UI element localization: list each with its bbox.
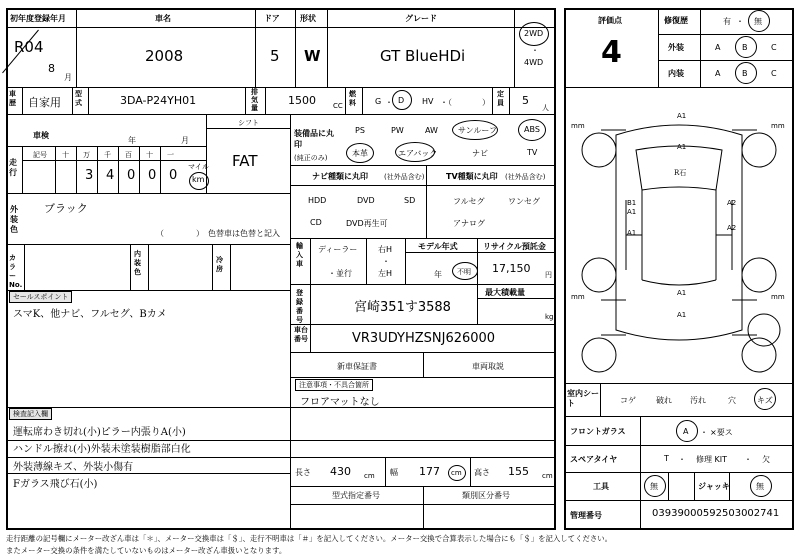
tv-analog: アナログ [453, 219, 485, 228]
tv-oneseg: ワンセグ [508, 197, 540, 206]
length-label: 長さ [295, 468, 311, 477]
recycle-unit: 円 [545, 271, 552, 279]
mile-unit-label: マイル [188, 163, 209, 171]
car-name-label: 車名 [155, 14, 171, 23]
diagram-mark-front: A1 [677, 112, 687, 120]
colorno-label: カラーNo. [9, 254, 23, 289]
height: 155 [508, 465, 529, 478]
seat-hole: 穴 [728, 396, 736, 405]
tv-type-label: TV種類に丸印 [446, 172, 498, 181]
owner-manual: 車両取説 [472, 362, 504, 371]
color-paren: （ ） [156, 229, 204, 238]
capacity: 5 [522, 94, 529, 107]
inspection-year: 年 [128, 136, 136, 145]
max-load-label: 最大積載量 [485, 288, 525, 297]
reg-month: 8 [48, 62, 55, 75]
ext-grade-b: B [742, 43, 748, 52]
notes-label: 注意事項・不具合箇所 [295, 379, 373, 391]
seat-burn: コゲ [620, 396, 636, 405]
import-dot: ・ [382, 257, 390, 266]
diagram-mark-rear: A1 [677, 311, 687, 319]
mileage-digit-label: 千 [104, 151, 111, 159]
mileage-digit-label: 一 [167, 151, 174, 159]
equip-ps: PS [355, 126, 365, 135]
sales-points-label: セールスポイント [9, 291, 72, 303]
check-line-4: Fガラス飛び石(小) [13, 479, 98, 490]
fuel-other: ・（ [440, 98, 452, 107]
mm-mark-4: mm [771, 293, 785, 301]
model-year-unit: 年 [434, 270, 442, 279]
car-condition-diagram [566, 90, 792, 375]
drive-4wd: 4WD [524, 58, 544, 67]
color-note: 色替車は色替と記入 [208, 229, 280, 238]
mileage-mark-label: 記号 [33, 151, 47, 159]
spare-tire-label: スペアタイヤ [570, 455, 618, 464]
mgmt-number: 03939000592503002741 [652, 508, 780, 519]
windshield-label: フロントガラス [570, 427, 626, 436]
import-dealer: ディーラー [318, 245, 358, 254]
displacement-unit: CC [333, 102, 343, 110]
windshield-dot: ・ [700, 428, 708, 437]
repair-history-label: 修復歴 [664, 16, 688, 25]
footer-line-2: またメーター交換の条件を満たしていないものはメーター改ざん車扱いとなります。 [6, 546, 287, 555]
interior-label: 内装 [668, 69, 684, 78]
month-unit: 月 [64, 73, 72, 82]
navi-hdd: HDD [308, 196, 327, 205]
spare-t: T [664, 454, 669, 463]
vin: VR3UDYHZSNJ626000 [352, 331, 496, 346]
usage: 自家用 [28, 96, 61, 109]
seat-scratch: キズ [757, 396, 773, 405]
notes-value: フロアマットなし [300, 397, 380, 408]
seat-stain: 汚れ [690, 396, 706, 405]
grade-label: グレード [405, 14, 437, 23]
mileage-digit: 4 [106, 168, 115, 183]
check-line-1: 運転席わき切れ(小)ピラー内張りA(小) [13, 427, 186, 438]
mileage-digit-label: 百 [125, 151, 132, 159]
class-number-label: 類別区分番号 [462, 491, 510, 500]
equip-aw: AW [425, 126, 438, 135]
capacity-label: 定員 [497, 90, 504, 107]
aircon-label: 冷房 [216, 256, 223, 273]
import-label: 輸入車 [296, 242, 303, 268]
height-label: 高さ [474, 468, 490, 477]
km-unit: km [192, 175, 205, 184]
spare-none: 欠 [762, 455, 770, 464]
score-label: 評価点 [598, 16, 622, 25]
capacity-unit: 人 [542, 104, 549, 112]
tools-label: 工具 [593, 482, 609, 491]
max-load-unit: kg [545, 313, 554, 321]
equip-leather: 本革 [352, 149, 368, 158]
footer-line-1: 走行距離の記号欄にメーター改ざん車は「＊」、メーター交換車は「＄」、走行不明車は「＃」を記入してください。メーター交換で合算表示した場合にも「＄」を記入してください。 [6, 534, 613, 543]
type-approval-label: 型式指定番号 [332, 491, 380, 500]
navi-type-sub: (社外品含む) [384, 173, 425, 181]
equip-sunroof: サンルーフ [458, 126, 497, 135]
shift-label: シフト [238, 119, 259, 127]
plate-number: 宮崎351す3588 [354, 300, 451, 315]
diagram-mark-right-rear: A2 [727, 224, 737, 232]
width-label: 幅 [390, 468, 398, 477]
import-right: 右H [378, 245, 393, 254]
mileage-digit: 3 [85, 168, 94, 183]
diagram-mark-left-rear: A1 [627, 229, 637, 237]
windshield-a: A [683, 427, 689, 436]
tv-type-sub: (社外品含む) [505, 173, 546, 181]
diagram-mark-hood: A1 [677, 143, 687, 151]
color-label: 外装色 [10, 205, 18, 234]
new-car-warranty: 新車保証書 [337, 362, 377, 371]
repair-no: 無 [754, 17, 762, 26]
mgmt-label: 管理番号 [570, 511, 602, 520]
plate-label: 登録番号 [296, 289, 303, 324]
spare-dot-2: ・ [744, 455, 752, 464]
model-year-label: モデル年式 [418, 242, 458, 251]
navi-dvd-play: DVD再生可 [346, 219, 388, 228]
mm-mark-2: mm [771, 122, 785, 130]
mileage-digit-label: 十 [146, 151, 153, 159]
displacement-label: 排気量 [251, 88, 258, 112]
navi-dvd: DVD [357, 196, 375, 205]
diagram-mark-left-front: B1 [627, 199, 637, 207]
equip-abs: ABS [524, 125, 540, 134]
body-color: ブラック [44, 202, 88, 215]
width: 177 [419, 465, 440, 478]
repair-yes: 有 [723, 17, 731, 26]
door-label: ドア [264, 14, 280, 23]
equipment-label: 装備品に丸印 [294, 129, 334, 149]
tv-fullseg: フルセグ [453, 197, 485, 206]
check-line-2: ハンドル擦れ(小)外装未塗装樹脂部白化 [13, 444, 191, 455]
exterior-label: 外装 [668, 43, 684, 52]
model-code: 3DA-P24YH01 [120, 94, 197, 107]
import-parallel: ・並行 [328, 269, 352, 278]
recycle-label: リサイクル預託金 [483, 242, 546, 251]
fuel-label: 燃料 [349, 90, 356, 107]
mm-mark-1: mm [571, 122, 585, 130]
model-label: 型式 [75, 90, 82, 107]
tools-none: 無 [650, 482, 658, 491]
diagram-mark-trunk: A1 [677, 289, 687, 297]
height-unit: cm [542, 472, 553, 480]
jack-label: ジャッキ [698, 482, 730, 491]
mileage-label: 走行 [9, 158, 17, 177]
shift: FAT [232, 152, 258, 170]
width-unit: cm [451, 469, 462, 477]
length: 430 [330, 465, 351, 478]
shape: W [304, 47, 321, 65]
equip-pw: PW [391, 126, 404, 135]
windshield-x: ×要ス [710, 428, 733, 437]
check-notes-label: 検査記入欄 [9, 408, 52, 420]
diagram-mark-right-front: A2 [727, 199, 737, 207]
mileage-digit-label: 万 [83, 151, 90, 159]
ext-grade-a: A [715, 43, 721, 52]
grade: GT BlueHDi [380, 47, 466, 65]
drive-2wd: 2WD [524, 29, 544, 38]
spare-dot-1: ・ [678, 455, 686, 464]
usage-label: 車歴 [9, 90, 16, 107]
vin-label: 車台番号 [294, 326, 308, 343]
sales-points-line: スマK、他ナビ、フルセグ、Bカメ [13, 309, 167, 320]
shape-label: 形状 [300, 14, 316, 23]
import-left: 左H [378, 269, 393, 278]
equip-airbag: エアバック [398, 149, 438, 158]
seat-label: 室内シート [567, 389, 599, 408]
reg-year: R04 [14, 38, 44, 56]
score: 4 [601, 35, 622, 70]
equip-navi: ナビ [472, 149, 488, 158]
displacement: 1500 [288, 94, 316, 107]
mileage-digit: 0 [169, 168, 178, 183]
navi-sd: SD [404, 196, 416, 205]
mileage-digit: 0 [127, 168, 136, 183]
fuel-d: D [398, 96, 405, 105]
jack-none: 無 [756, 482, 764, 491]
mileage-digit-label: 十 [62, 151, 69, 159]
inspection-month: 月 [181, 136, 189, 145]
doors: 5 [270, 47, 280, 65]
interior-color-label: 内装色 [134, 250, 141, 276]
check-line-3: 外装薄線キズ、外装小傷有 [13, 462, 134, 473]
diagram-mark-left-door: A1 [627, 208, 637, 216]
mm-mark-3: mm [571, 293, 585, 301]
spare-kit: 修理 KIT [696, 455, 728, 464]
equip-tv: TV [527, 148, 538, 157]
recycle-amount: 17,150 [492, 262, 531, 275]
ext-grade-c: C [771, 43, 777, 52]
reg-year-label: 初年度登録年月 [10, 14, 66, 23]
int-grade-a: A [715, 69, 721, 78]
diagram-mark-glass: R石 [674, 169, 687, 177]
int-grade-c: C [771, 69, 777, 78]
seat-tear: 破れ [656, 396, 672, 405]
drive-dot: ・ [531, 46, 539, 55]
inspection-label: 車検 [33, 131, 49, 140]
int-grade-b: B [742, 69, 748, 78]
car-name: 2008 [145, 47, 184, 65]
mileage-digit: 0 [148, 168, 157, 183]
repair-dot: ・ [736, 17, 744, 26]
fuel-dot: ・ [385, 98, 393, 107]
fuel-hv: HV [422, 97, 434, 106]
navi-cd: CD [310, 218, 322, 227]
equipment-sub: (純正のみ) [294, 154, 328, 162]
length-unit: cm [364, 472, 375, 480]
fuel-g: G [375, 97, 382, 106]
fuel-close: ） [482, 98, 490, 107]
model-year-unknown: 不明 [457, 268, 471, 276]
navi-type-label: ナビ種類に丸印 [312, 172, 368, 181]
